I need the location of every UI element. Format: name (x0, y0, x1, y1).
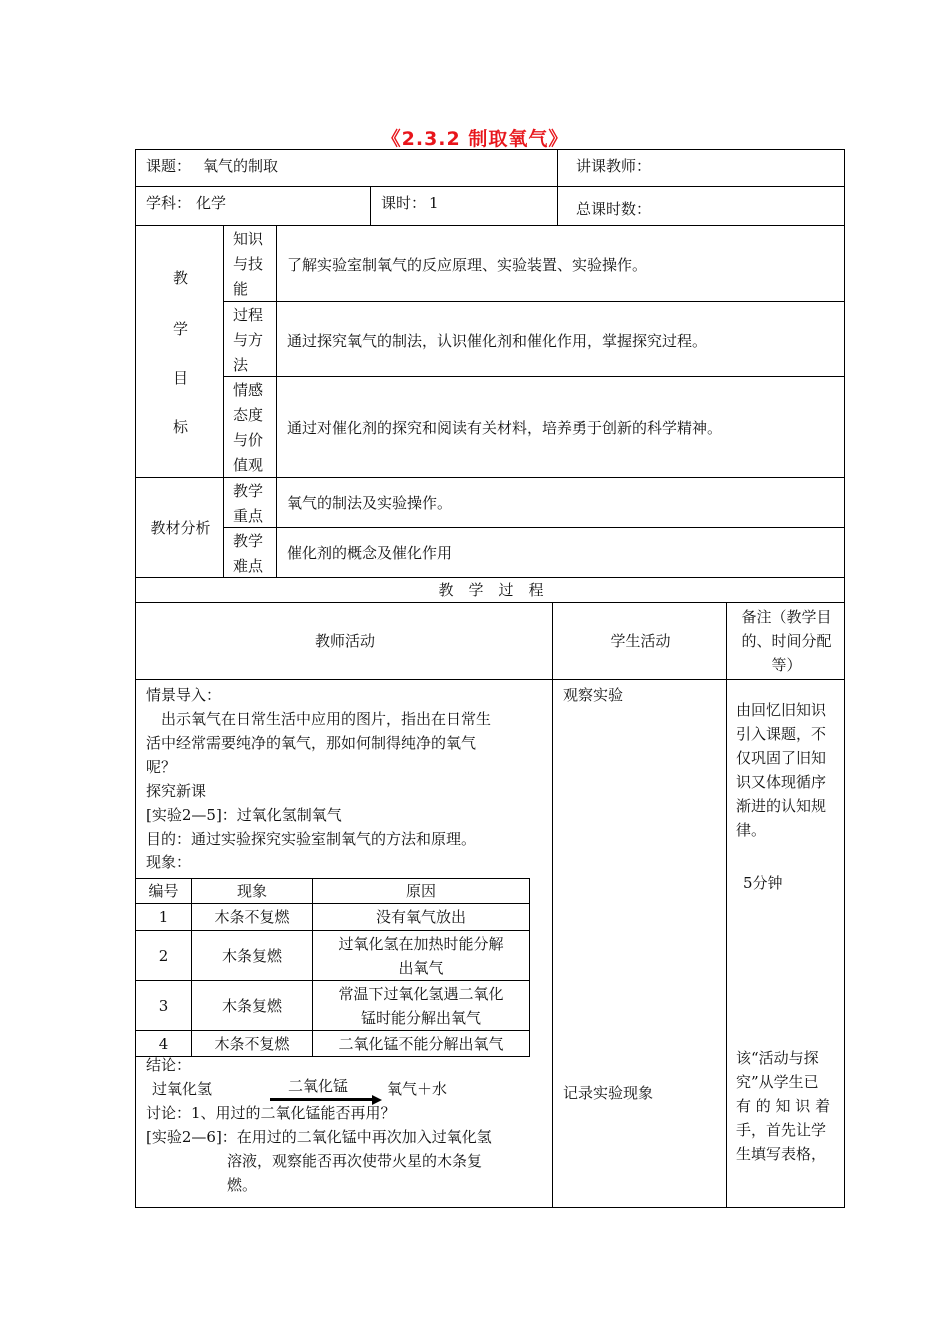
note-line: 由回忆旧知识 (736, 701, 827, 719)
teacher-line: 呢？ (146, 758, 177, 776)
results-reason-line: 过氧化氢在加热时能分解 (338, 934, 504, 953)
topic-value: 氧气的制取 (203, 157, 279, 175)
results-header-cell: 编号 (136, 879, 192, 904)
student-activity-cell (552, 679, 727, 1208)
teacher-line: 探究新课 (146, 782, 207, 800)
student-col-label: 学生活动 (610, 632, 671, 650)
results-no: 1 (136, 904, 192, 931)
subject-value: 化学 (196, 194, 227, 212)
page-title: 《2.3.2 制取氧气》 (381, 128, 569, 150)
objectives-label-char: 学 (172, 320, 188, 338)
note-line: 究”从学生已 (736, 1073, 819, 1091)
objective-sub-line: 与技 (233, 255, 264, 273)
teacher-line: 出示氧气在日常生活中应用的图片，指出在日常生 (146, 710, 492, 728)
results-reason (313, 904, 530, 931)
notes-col-line: 备注（教学目 (741, 608, 832, 626)
process-heading-cell (135, 577, 845, 603)
objective-sub-cell (223, 376, 277, 478)
catalyst: 二氧化锰 (288, 1077, 349, 1095)
objective-text-cell (276, 301, 845, 377)
table-row (136, 904, 530, 931)
teacher-line: 现象： (146, 853, 192, 871)
total-hours-label: 总课时数： (576, 200, 652, 218)
analysis-sub-line: 重点 (233, 507, 264, 525)
note-line: 手，首先让学 (736, 1121, 827, 1139)
analysis-sub-cell (223, 527, 277, 578)
objective-sub-line: 法 (233, 356, 249, 374)
results-no: 2 (136, 931, 192, 981)
teacher-line: [实验2—5]：过氧化氢制氧气 (146, 806, 342, 824)
notes-col-line: 等） (771, 656, 802, 674)
note-line: 该“活动与探 (736, 1049, 819, 1067)
notes-col-header (726, 602, 845, 680)
results-phenomenon: 木条不复燃 (192, 904, 313, 931)
analysis-sub-line: 难点 (233, 557, 264, 575)
results-reason (313, 1031, 530, 1057)
results-phenomenon: 木条复燃 (192, 931, 313, 981)
analysis-text: 氧气的制法及实验操作。 (287, 494, 453, 512)
results-reason-line: 出氧气 (398, 958, 444, 977)
objective-sub-cell (223, 225, 277, 302)
hours-value: 1 (429, 194, 439, 212)
objective-text-cell (276, 225, 845, 302)
subject-label: 学科： (146, 194, 192, 212)
objective-sub-line: 态度 (233, 406, 264, 424)
topic-cell (135, 149, 558, 187)
note-line: 仅巩固了旧知 (736, 749, 827, 767)
note-time: 5分钟 (743, 874, 783, 892)
objective-sub-cell (223, 301, 277, 377)
products: 氧气＋水 (387, 1080, 448, 1098)
total-hours-cell (557, 186, 845, 226)
analysis-text: 催化剂的概念及催化作用 (287, 544, 453, 562)
notes-col-line: 的、时间分配 (741, 632, 832, 650)
objectives-label-char: 标 (172, 418, 188, 436)
experiment-2-6-line: 溶液，观察能否再次使带火星的木条复 (227, 1152, 483, 1170)
results-header-cell: 原因 (313, 879, 530, 904)
table-row (136, 981, 530, 1031)
teacher-label: 讲课教师： (576, 157, 652, 175)
lesson-plan-table (135, 149, 845, 1208)
note-line: 生填写表格， (736, 1145, 827, 1163)
conclusion-label: 结论： (146, 1056, 192, 1074)
results-header-row (136, 879, 530, 904)
objectives-label-cell (135, 225, 224, 478)
discussion: 讨论：1、用过的二氧化锰能否再用？ (146, 1104, 396, 1122)
results-reason (313, 981, 530, 1031)
objective-sub-line: 知识 (233, 230, 264, 248)
teacher-line: 目的：通过实验探究实验室制氧气的方法和原理。 (146, 830, 477, 848)
results-no: 4 (136, 1031, 192, 1057)
hours-cell (370, 186, 558, 226)
notes-cell (726, 679, 845, 1208)
process-heading: 教 学 过 程 (438, 581, 544, 599)
objective-sub-line: 值观 (233, 456, 264, 474)
objective-sub-line: 能 (233, 280, 249, 298)
note-line: 识又体现循序 (736, 773, 827, 791)
experiment-2-6-line: 燃。 (227, 1176, 258, 1194)
analysis-label-cell (135, 477, 224, 578)
objective-sub-line: 过程 (233, 306, 264, 324)
objective-sub-line: 与价 (233, 431, 264, 449)
results-reason-line: 二氧化锰不能分解出氧气 (338, 1034, 504, 1053)
results-reason (313, 931, 530, 981)
note-line: 引入课题，不 (736, 725, 827, 743)
hours-label: 课时： (381, 194, 427, 212)
objective-sub-line: 情感 (233, 381, 264, 399)
analysis-sub-cell (223, 477, 277, 528)
results-no: 3 (136, 981, 192, 1031)
objective-text-cell (276, 376, 845, 478)
results-phenomenon: 木条不复燃 (192, 1031, 313, 1057)
student-observe: 观察实验 (563, 686, 624, 704)
results-reason-line: 常温下过氧化氢遇二氧化 (338, 984, 504, 1003)
results-reason-line: 锰时能分解出氧气 (360, 1008, 481, 1027)
note-line: 渐进的认知规 (736, 797, 827, 815)
student-col-header (552, 602, 727, 680)
objective-text: 通过探究氧气的制法，认识催化剂和催化作用，掌握探究过程。 (287, 332, 708, 350)
analysis-label: 教材分析 (150, 519, 211, 537)
results-table (135, 878, 530, 1057)
table-row (136, 931, 530, 981)
note-line: 律。 (736, 821, 767, 839)
analysis-sub-line: 教学 (233, 482, 264, 500)
analysis-text-cell (276, 527, 845, 578)
objectives-label-char: 目 (172, 369, 188, 387)
objective-sub-line: 与方 (233, 331, 264, 349)
teacher-line: 情景导入： (146, 686, 222, 704)
analysis-text-cell (276, 477, 845, 528)
student-record: 记录实验现象 (563, 1084, 654, 1102)
experiment-2-6-line: [实验2—6]：在用过的二氧化锰中再次加入过氧化氢 (146, 1128, 492, 1146)
reactant: 过氧化氢 (152, 1080, 213, 1098)
results-header-cell: 现象 (192, 879, 313, 904)
analysis-sub-line: 教学 (233, 532, 264, 550)
teacher-col-label: 教师活动 (314, 632, 375, 650)
teacher-cell (557, 149, 845, 187)
topic-label: 课题： (146, 157, 192, 175)
note-line: 有 的 知 识 着 (736, 1097, 831, 1115)
teacher-col-header (135, 602, 553, 680)
subject-cell (135, 186, 371, 226)
table-row (136, 1031, 530, 1057)
results-reason-line: 没有氧气放出 (375, 908, 466, 926)
objective-text: 了解实验室制氧气的反应原理、实验装置、实验操作。 (287, 256, 648, 274)
objectives-label-char: 教 (172, 269, 188, 287)
teacher-line: 活中经常需要纯净的氧气，那如何制得纯净的氧气 (146, 734, 477, 752)
results-phenomenon: 木条复燃 (192, 981, 313, 1031)
objective-text: 通过对催化剂的探究和阅读有关材料，培养勇于创新的科学精神。 (287, 419, 723, 437)
